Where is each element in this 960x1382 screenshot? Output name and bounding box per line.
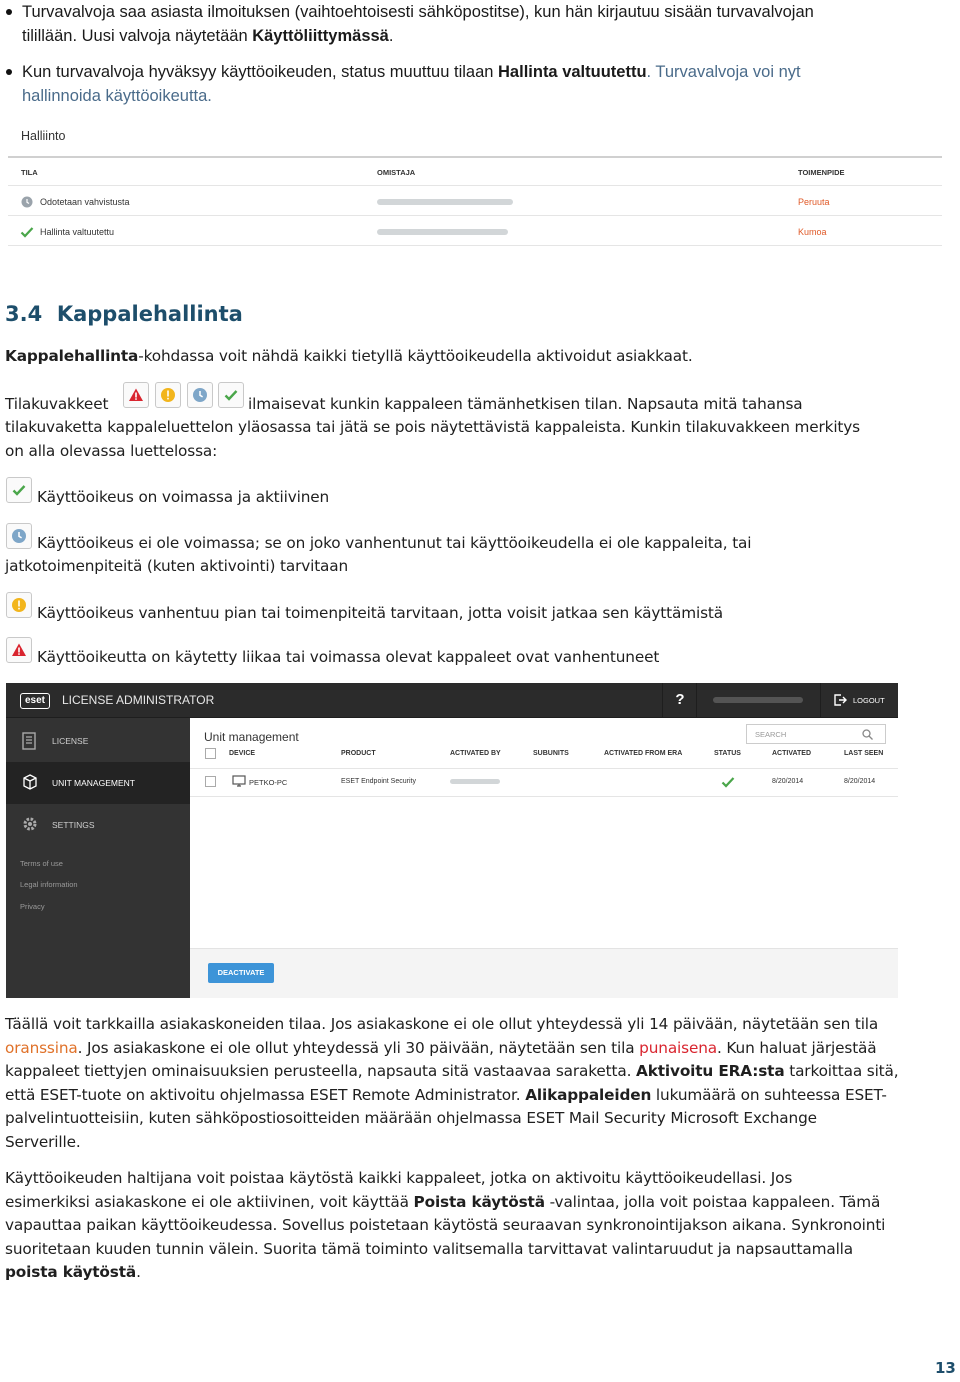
table-row-status: Hallinta valtuutettu	[40, 227, 115, 237]
check-icon	[721, 776, 735, 788]
logout-button[interactable]: LOGOUT	[820, 683, 898, 717]
terms-link[interactable]: Terms of use	[20, 859, 63, 868]
search-icon	[862, 729, 873, 740]
check-icon	[6, 477, 32, 503]
computer-icon	[232, 775, 246, 787]
select-all-checkbox[interactable]	[205, 748, 216, 759]
admin-table-title: Halliinto	[21, 129, 66, 143]
icons-para-line1: ilmaisevat kunkin kappaleen tämänhetkisen tilan. Napsauta mitä tahansa	[248, 395, 803, 413]
logout-icon	[833, 693, 847, 707]
console-main	[190, 718, 898, 998]
paragraph-1: Täällä voit tarkkailla asiakaskoneiden tilaa. Jos asiakaskone ei ole ollut yhteydessä yli 14 päivään, näytetään sen tila oranssina. Jos asiakaskone ei ole ollut yhteydessä yli 30 päivään, näytetään sen tila punaisena. Kun haluat järjestää kappaleet tiettyjen ominaisuuksien perusteella, napsauta sitä vastaavaa saraketta. Aktivoitu ERA:sta tarkoittaa sitä, että ESET-tuote on aktivoitu ohjelmassa ESET Remote Administrator. Alikappaleiden lukumäärä on suhteessa ESET- palvelintuotteisiin, kuten sähköpostiosoitteiden määrään ohjelmassa ESET Mail Security Microsoft Exchange Serverille.	[5, 1015, 899, 1151]
bullet-1-text: Turvavalvoja saa asiasta ilmoituksen (vaihtoehtoisesti sähköpostitse), kun hän kirjautuu sisään turvavalvojan	[22, 3, 814, 21]
deactivate-button[interactable]: DEACTIVATE	[208, 963, 274, 983]
last-seen-date: 8/20/2014	[844, 778, 876, 785]
check-icon	[20, 225, 34, 243]
warning-circle-icon	[6, 592, 32, 618]
col-device[interactable]: DEVICE	[229, 750, 256, 757]
legal-link[interactable]: Legal information	[20, 880, 78, 889]
gear-icon	[22, 816, 38, 832]
app-title: LICENSE ADMINISTRATOR	[62, 693, 215, 707]
privacy-link[interactable]: Privacy	[20, 902, 45, 911]
clock-icon[interactable]	[187, 382, 213, 408]
check-icon[interactable]	[218, 382, 244, 408]
device-name[interactable]: PETKO-PC	[249, 778, 288, 787]
legend-invalid: Käyttöoikeus ei ole voimassa; se on joko vanhentunut tai käyttöoikeudella ei ole kappaleita, tai	[37, 534, 752, 552]
icons-para-line2: tilakuvaketta kappaleluettelon yläosassa tai jätä se pois näytettävistä kappaleista. Kunkin tilakuvakkeen merkitys	[5, 418, 861, 436]
col-activated-by[interactable]: ACTIVATED BY	[450, 750, 501, 757]
col-owner: OMISTAJA	[377, 168, 416, 177]
product-name: ESET Endpoint Security	[341, 778, 416, 785]
owner-email-blurred	[377, 229, 508, 235]
table-row-status: Odotetaan vahvistusta	[40, 197, 130, 207]
sidebar-item-unit-management[interactable]: UNIT MANAGEMENT	[6, 762, 190, 804]
clock-icon	[6, 523, 32, 549]
console-footer	[190, 948, 898, 998]
alert-triangle-icon	[6, 637, 32, 663]
col-activated[interactable]: ACTIVATED	[772, 750, 812, 757]
activated-date: 8/20/2014	[772, 778, 804, 785]
legend-overused: Käyttöoikeutta on käytetty liikaa tai voimassa olevat kappaleet ovat vanhentuneet	[37, 648, 660, 666]
col-status: TILA	[21, 168, 38, 177]
divider	[8, 156, 942, 158]
console-sidebar	[6, 718, 190, 998]
page-title: Unit management	[204, 730, 299, 744]
col-subunits[interactable]: SUBUNITS	[533, 750, 569, 757]
paragraph-2: Käyttöoikeuden haltijana voit poistaa käytöstä kaikki kappaleet, jotka on aktivoitu käyttöoikeudellasi. Jos esimerkiksi asiakaskone ei ole aktiivinen, voit käyttää Poista käytöstä -valintaa, jolla voit poistaa kappaleen. Tämä vapauttaa paikan käyttöoikeudessa. Sovellus poistetaan käytöstä seuraavan synkronointijakson aikana. Synkronointi suoritetaan kuuden tunnin välein. Suorita tämä toiminto valitsemalla tarvittavat valintaruudut ja napsauttamalla poista käytöstä.	[5, 1169, 886, 1281]
search-input[interactable]: SEARCH	[746, 724, 886, 744]
help-button[interactable]: ?	[662, 683, 697, 717]
col-product[interactable]: PRODUCT	[341, 750, 376, 757]
col-activated-from-era[interactable]: ACTIVATED FROM ERA	[604, 750, 683, 757]
bullet-1: Turvavalvoja saa asiasta ilmoituksen (vaihtoehtoisesti sähköpostitse), kun hän kirjautuu sisään turvavalvojan tilillään. Uusi valvoja näytetään Käyttöliittymässä.	[0, 0, 950, 48]
legend-valid: Käyttöoikeus on voimassa ja aktiivinen	[37, 488, 330, 506]
section-heading: 3.4 Kappalehallinta	[5, 302, 243, 326]
cube-icon	[22, 774, 38, 790]
undo-link[interactable]: Kumoa	[798, 227, 827, 237]
row-checkbox[interactable]	[205, 776, 216, 787]
console-topbar	[6, 683, 898, 718]
owner-email-blurred	[377, 199, 513, 205]
sidebar-item-settings[interactable]: SETTINGS	[6, 804, 190, 846]
sidebar-item-license[interactable]: LICENSE	[6, 720, 190, 762]
user-menu[interactable]	[696, 683, 821, 717]
intro-text: Kappalehallinta-kohdassa voit nähdä kaikki tietyllä käyttöoikeudella aktivoidut asiakkaat.	[5, 347, 693, 365]
license-icon	[22, 732, 36, 750]
cancel-link[interactable]: Peruuta	[798, 197, 830, 207]
icons-lead: Tilakuvakkeet	[5, 395, 109, 413]
eset-logo: eset	[20, 693, 50, 709]
bullet-2: Kun turvavalvoja hyväksyy käyttöoikeuden, status muuttuu tilaan Hallinta valtuutettu. Turvavalvoja voi nyt hallinnoida käyttöoikeutta.	[0, 60, 950, 108]
page-number: 13	[935, 1359, 956, 1377]
legend-invalid-cont: jatkotoimenpiteitä (kuten aktivointi) tarvitaan	[5, 557, 349, 575]
col-status[interactable]: STATUS	[714, 750, 741, 757]
col-action: TOIMENPIDE	[798, 168, 845, 177]
col-last-seen[interactable]: LAST SEEN	[844, 750, 884, 757]
warning-circle-icon[interactable]	[155, 382, 181, 408]
alert-triangle-icon[interactable]	[123, 382, 149, 408]
legend-expiring: Käyttöoikeus vanhentuu pian tai toimenpiteitä tarvitaan, jotta voisit jatkaa sen käyttämistä	[37, 604, 723, 622]
icons-para-line3: on alla olevassa luettelossa:	[5, 442, 218, 460]
activated-by-blurred	[450, 779, 500, 784]
license-admin-console	[6, 683, 898, 998]
clock-icon	[21, 195, 33, 213]
